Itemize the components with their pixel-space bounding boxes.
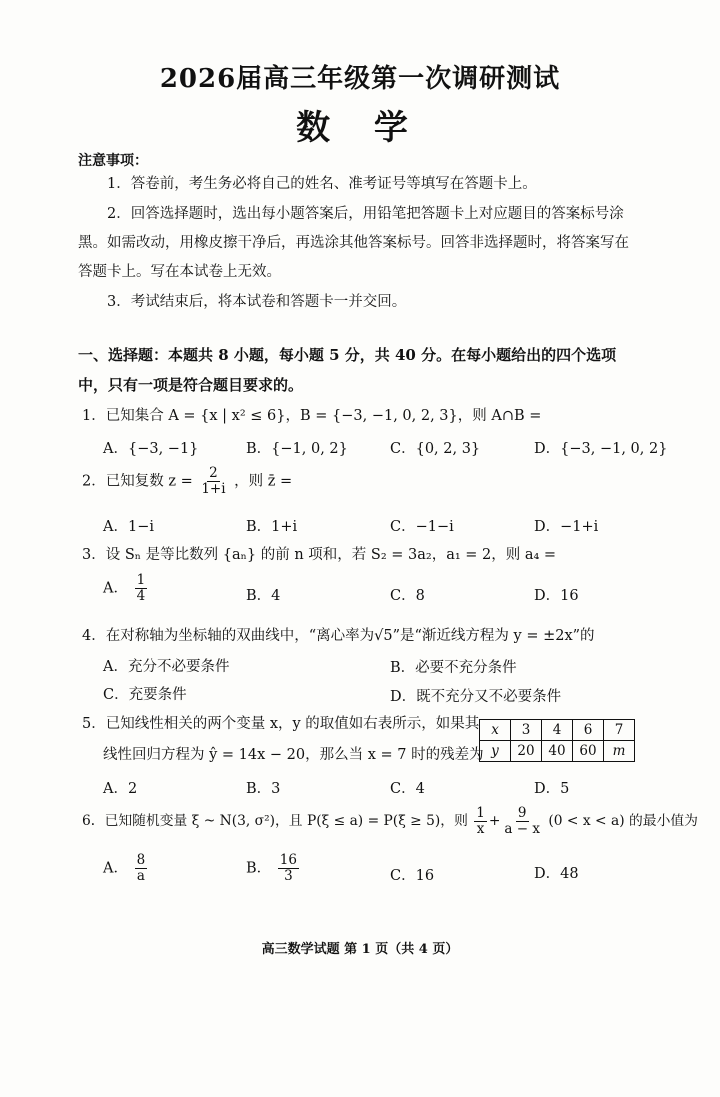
question-2-stem: [82, 466, 292, 497]
q6-option-a-fraction: [135, 853, 148, 884]
q1-option-a: A．{−3, −1}: [103, 441, 199, 457]
notice-item-1: 1．答卷前，考生务必将自己的姓名、准考证号等填写在答题卡上。: [107, 176, 537, 192]
q3-option-a-fraction: [135, 573, 148, 604]
q6-option-a: [103, 853, 149, 884]
question-5-stem-line-1: 5．已知线性相关的两个变量 x，y 的取值如右表所示，如果其: [82, 716, 480, 732]
q3-option-d: D．16: [534, 588, 579, 604]
q5-cell: 20: [511, 741, 542, 762]
q5-cell: 60: [573, 741, 604, 762]
q5-cell-y-label: y: [480, 741, 511, 762]
q6-plus: +: [488, 812, 501, 829]
q5-option-c: C．4: [390, 781, 425, 797]
q2-option-d: D．−1+i: [534, 519, 599, 535]
notice-item-2: 2．回答选择题时，选出每小题答案后，用铅笔把答题卡上对应题目的答案标号涂黑。如需改动，用橡皮擦干净后，再选涂其他答案标号。回答非选择题时，将答案写在答题卡上。写在本试卷上无效。: [78, 206, 629, 280]
q6-f1-den: x: [476, 820, 485, 837]
q5-cell-x-label: x: [480, 720, 511, 741]
subject-title: 数 学: [296, 108, 424, 148]
q5-cell: 4: [542, 720, 573, 741]
q6-fraction-2: [502, 806, 542, 837]
q2-prefix: 2．已知复数 z =: [82, 473, 193, 490]
q5-option-d: D．5: [534, 781, 570, 797]
q5-table-row-y: [480, 741, 635, 762]
q6-f1-num: 1: [476, 805, 485, 821]
q4-option-a: A．充分不必要条件: [103, 659, 230, 675]
q6-f2-num: 9: [517, 805, 527, 821]
q6-option-b-label: B．: [246, 860, 272, 877]
section-1-heading-text: 一、选择题：本题共 8 小题，每小题 5 分，共 40 分。在每小题给出的四个选项中，只有一项是符合题目要求的。: [78, 346, 617, 394]
question-5-stem-line-2: 线性回归方程为 ŷ = 14x − 20，那么当 x = 7 时的残差为: [103, 747, 484, 763]
q6-f2-den: a − x: [504, 820, 540, 837]
q3-option-b: B．4: [246, 588, 281, 604]
q3-option-a: [103, 573, 149, 604]
q6-prefix: 6．已知随机变量 ξ ~ N(3, σ²)，且 P(ξ ≤ a) = P(ξ ≥ 5)，则: [82, 812, 468, 829]
q1-option-c: C．{0, 2, 3}: [390, 441, 481, 457]
q5-cell: 6: [573, 720, 604, 741]
q6-option-a-label: A．: [103, 860, 128, 877]
q3-opt-a-den: 4: [136, 587, 146, 604]
section-1-heading: [78, 340, 643, 400]
q2-frac-num: 2: [209, 465, 218, 481]
q6-opt-b-den: 3: [284, 867, 293, 884]
notice-item-3: 3．考试结束后，将本试卷和答题卡一并交回。: [107, 294, 407, 310]
q6-option-d: D．48: [534, 866, 579, 882]
notice-heading: 注意事项：: [78, 153, 148, 169]
q6-fraction-1: [474, 806, 487, 837]
q6-suffix: (0 < x < a) 的最小值为: [548, 812, 698, 829]
q6-opt-b-num: 16: [279, 852, 297, 868]
q2-fraction: [199, 466, 227, 497]
q2-suffix: ，则 z̄ =: [234, 473, 293, 490]
q5-table-row-x: [480, 720, 635, 741]
q4-option-d: D．既不充分又不必要条件: [390, 689, 562, 705]
q5-cell: 3: [511, 720, 542, 741]
q2-option-c: C．−1−i: [390, 519, 454, 535]
q2-option-b: B．1+i: [246, 519, 298, 535]
q6-opt-a-den: a: [136, 867, 145, 884]
q5-cell: 7: [604, 720, 635, 741]
question-4-stem: 4．在对称轴为坐标轴的双曲线中，“离心率为√5”是“渐近线方程为 y = ±2x”的: [82, 628, 595, 644]
q4-option-c: C．充要条件: [103, 687, 187, 703]
q5-data-table: [479, 719, 635, 762]
exam-title: 2026届高三年级第一次调研测试: [159, 64, 561, 94]
question-6-stem: [82, 806, 698, 837]
q1-option-b: B．{−1, 0, 2}: [246, 441, 348, 457]
q3-option-c: C．8: [390, 588, 425, 604]
q6-option-b: [246, 853, 301, 884]
q4-option-b: B．必要不充分条件: [390, 660, 517, 676]
q2-frac-den: 1+i: [201, 480, 226, 497]
q3-opt-a-num: 1: [136, 572, 146, 588]
question-3-stem: 3．设 Sₙ 是等比数列 {aₙ} 的前 n 项和，若 S₂ = 3a₂，a₁ = 2，则 a₄ =: [82, 547, 557, 563]
q5-cell: 40: [542, 741, 573, 762]
q6-option-b-fraction: [278, 853, 299, 884]
q6-option-c: C．16: [390, 868, 435, 884]
q5-option-a: A．2: [103, 781, 138, 797]
q2-option-a: A．1−i: [103, 519, 154, 535]
q5-cell-unknown: m: [604, 741, 635, 762]
question-1-stem: 1．已知集合 A = {x | x² ≤ 6}，B = {−3, −1, 0, 2, 3}，则 A∩B =: [82, 408, 542, 424]
q6-opt-a-num: 8: [136, 852, 146, 868]
q3-option-a-label: A．: [103, 580, 128, 597]
q5-option-b: B．3: [246, 781, 281, 797]
q1-option-d: D．{−3, −1, 0, 2}: [534, 441, 668, 457]
page-footer: 高三数学试题 第 1 页（共 4 页）: [261, 942, 459, 957]
